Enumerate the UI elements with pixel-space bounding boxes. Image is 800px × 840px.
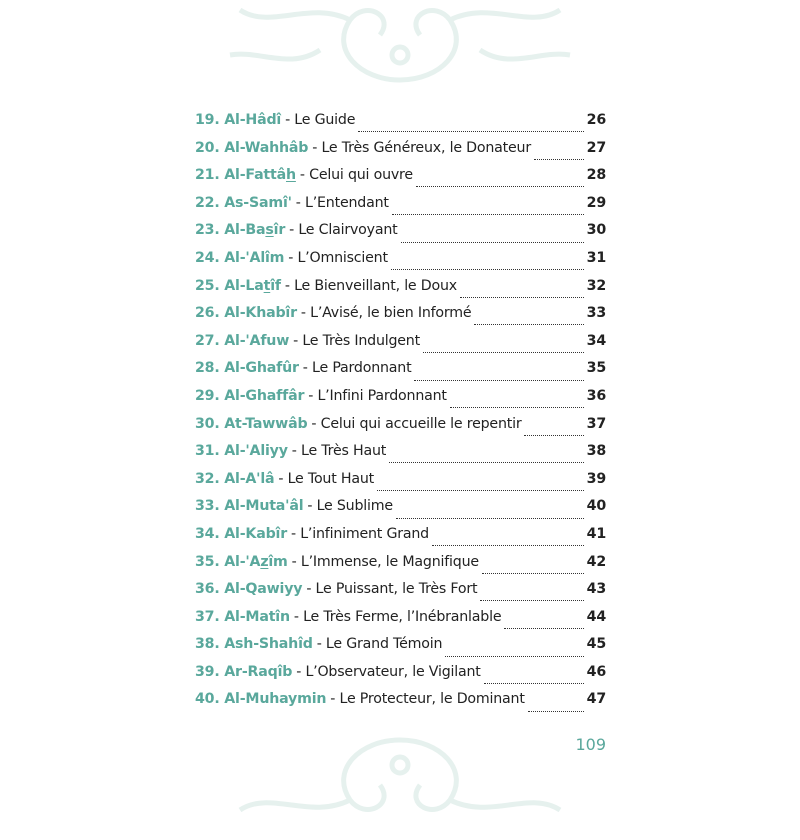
entry-page: 35 (586, 360, 606, 377)
dot-leader (391, 259, 584, 270)
toc-entry[interactable] (195, 140, 606, 168)
entry-page: 26 (586, 112, 606, 128)
top-ornament (200, 0, 600, 90)
entry-name: 24. Al-'Alîm (195, 249, 285, 266)
entry-description: - Celui qui ouvre (299, 167, 413, 184)
dot-leader (416, 176, 584, 187)
toc-entry[interactable] (195, 581, 606, 609)
dot-leader (484, 673, 584, 684)
dot-leader (504, 618, 583, 629)
entry-name: 26. Al-Khabîr (195, 305, 297, 322)
dot-leader (358, 121, 583, 132)
entry-page: 28 (586, 167, 606, 184)
page-number: 109 (575, 735, 606, 754)
entry-page: 46 (586, 663, 606, 680)
entry-description: - Celui qui accueille le repentir (311, 415, 522, 432)
dot-leader (377, 480, 584, 491)
entry-name: 37. Al-Matîn (195, 608, 290, 625)
entry-page: 47 (586, 691, 606, 708)
entry-name: 19. Al-Hâdî (195, 112, 282, 128)
entry-page: 38 (586, 443, 606, 460)
dot-leader (482, 563, 584, 574)
entry-description: - Le Très Généreux, le Donateur (312, 139, 531, 156)
entry-name: 40. Al-Muhaymin (195, 691, 327, 708)
toc-entry[interactable] (195, 167, 606, 195)
entry-description: - Le Puissant, le Très Fort (306, 581, 478, 598)
entry-page: 30 (586, 222, 606, 239)
dot-leader (396, 508, 584, 519)
toc-entry[interactable] (195, 416, 606, 444)
toc-entry[interactable] (195, 609, 606, 637)
entry-name: 35. Al-'Azîm (195, 553, 288, 570)
toc-entry[interactable] (195, 443, 606, 471)
entry-description: - L’Entendant (295, 194, 389, 211)
entry-description: - Le Tout Haut (278, 470, 375, 487)
entry-page: 36 (586, 387, 606, 404)
entry-page: 33 (586, 305, 606, 322)
entry-description: - Le Grand Témoin (316, 636, 443, 653)
entry-description: - Le Clairvoyant (289, 222, 398, 239)
entry-description: - Le Très Indulgent (293, 332, 420, 349)
entry-page: 39 (586, 470, 606, 487)
entry-name: 32. Al-A'lâ (195, 470, 275, 487)
entry-name: 21. Al-Fattâh (195, 167, 296, 184)
entry-name: 33. Al-Muta'âl (195, 498, 304, 515)
entry-page: 32 (586, 277, 606, 294)
entry-page: 31 (586, 249, 606, 266)
dot-leader (389, 452, 584, 463)
dot-leader (474, 314, 583, 325)
dot-leader (445, 646, 583, 657)
dot-leader (401, 232, 584, 243)
toc-entry[interactable] (195, 305, 606, 333)
entry-name: 38. Ash-Shahîd (195, 636, 313, 653)
toc-entry[interactable] (195, 636, 606, 664)
entry-description: - L’Immense, le Magnifique (291, 553, 479, 570)
entry-description: - Le Très Ferme, l’Inébranlable (293, 608, 502, 625)
entry-name: 28. Al-Ghafûr (195, 360, 299, 377)
entry-name: 22. As-Samî' (195, 194, 292, 211)
toc-entry[interactable] (195, 388, 606, 416)
toc-entry[interactable] (195, 664, 606, 692)
entry-description: - Le Pardonnant (302, 360, 412, 377)
entry-description: - L’Omniscient (288, 249, 388, 266)
entry-page: 37 (586, 415, 606, 432)
entry-page: 34 (586, 332, 606, 349)
entry-description: - Le Très Haut (291, 443, 387, 460)
table-of-contents (195, 112, 606, 719)
entry-name: 23. Al-Basîr (195, 222, 286, 239)
entry-description: - L’Infini Pardonnant (308, 387, 447, 404)
toc-entry[interactable] (195, 333, 606, 361)
dot-leader (423, 342, 584, 353)
entry-page: 42 (586, 553, 606, 570)
entry-page: 41 (586, 525, 606, 542)
entry-name: 27. Al-'Afuw (195, 332, 290, 349)
dot-leader (528, 701, 584, 712)
toc-entry[interactable] (195, 691, 606, 719)
entry-name: 25. Al-Latîf (195, 277, 281, 294)
dot-leader (460, 287, 584, 298)
entry-description: - L’Avisé, le bien Informé (300, 305, 472, 322)
entry-description: - L’Observateur, le Vigilant (296, 663, 481, 680)
toc-entry[interactable] (195, 360, 606, 388)
dot-leader (524, 425, 583, 436)
entry-description: - L’infiniment Grand (291, 525, 429, 542)
entry-page: 27 (586, 139, 606, 156)
toc-entry[interactable] (195, 498, 606, 526)
entry-name: 39. Ar-Raqîb (195, 663, 293, 680)
toc-entry[interactable] (195, 526, 606, 554)
dot-leader (414, 370, 583, 381)
toc-entry[interactable] (195, 222, 606, 250)
toc-entry[interactable] (195, 278, 606, 306)
toc-entry[interactable] (195, 554, 606, 582)
entry-name: 31. Al-'Aliyy (195, 443, 288, 460)
entry-name: 34. Al-Kabîr (195, 525, 287, 542)
entry-name: 29. Al-Ghaffâr (195, 387, 305, 404)
entry-description: - Le Guide (285, 112, 356, 128)
entry-name: 20. Al-Wahhâb (195, 139, 309, 156)
dot-leader (392, 204, 584, 215)
dot-leader (450, 397, 584, 408)
entry-description: - Le Bienveillant, le Doux (284, 277, 457, 294)
toc-entry[interactable] (195, 112, 606, 140)
dot-leader (534, 149, 584, 160)
entry-page: 29 (586, 194, 606, 211)
toc-entry[interactable] (195, 471, 606, 499)
entry-page: 45 (586, 636, 606, 653)
entry-page: 44 (586, 608, 606, 625)
entry-page: 43 (586, 581, 606, 598)
dot-leader (432, 535, 584, 546)
entry-name: 30. At-Tawwâb (195, 415, 308, 432)
bottom-ornament (200, 730, 600, 840)
dot-leader (480, 590, 583, 601)
entry-description: - Le Sublime (307, 498, 393, 515)
toc-entry[interactable] (195, 250, 606, 278)
entry-name: 36. Al-Qawiyy (195, 581, 303, 598)
entry-description: - Le Protecteur, le Dominant (330, 691, 525, 708)
toc-entry[interactable] (195, 195, 606, 223)
entry-page: 40 (586, 498, 606, 515)
